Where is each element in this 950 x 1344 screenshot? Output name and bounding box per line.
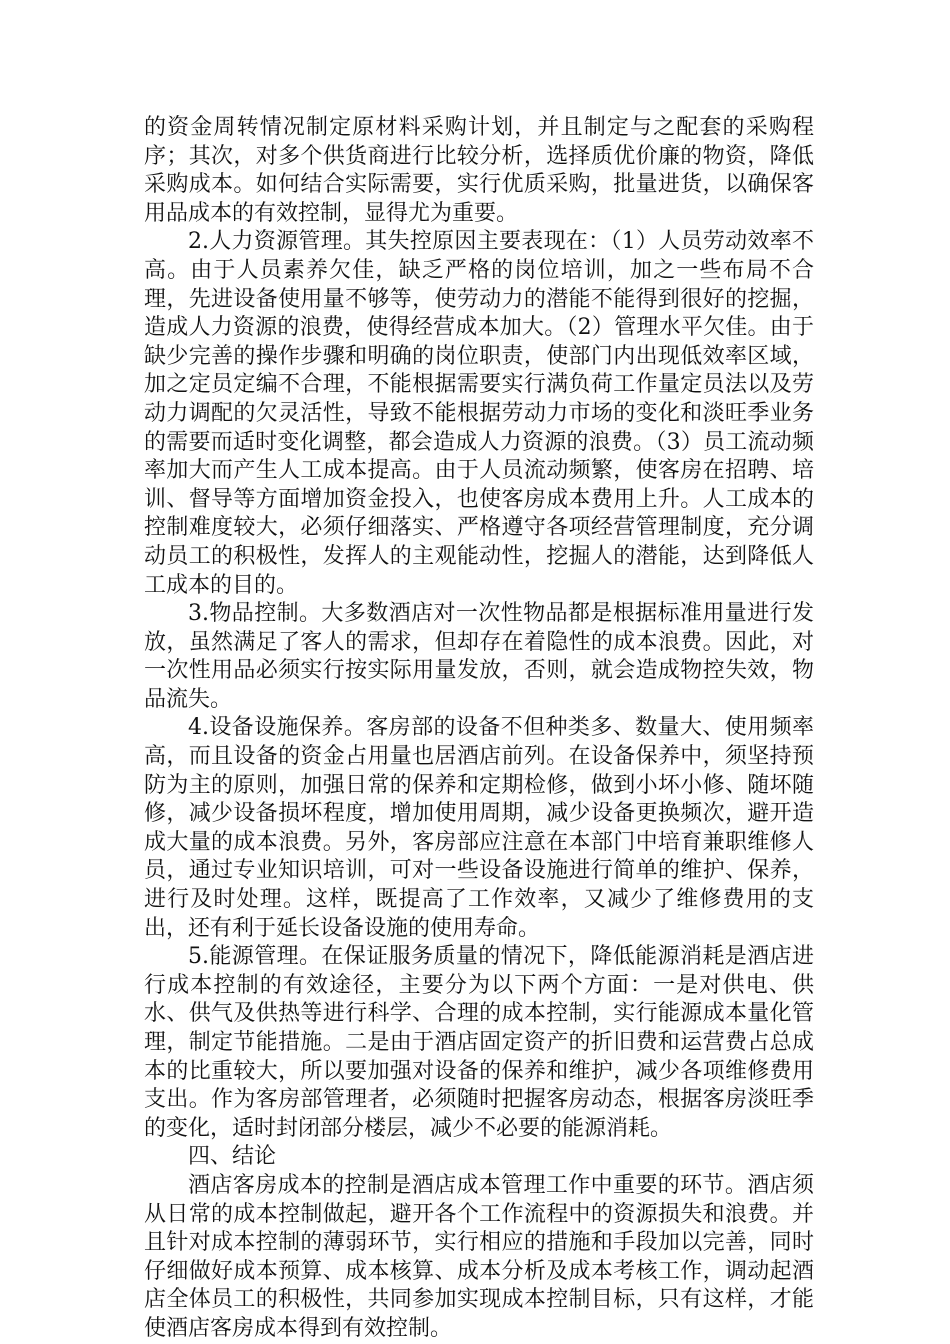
paragraph-human-resources: 2.人力资源管理。其失控原因主要表现在：（1）人员劳动效率不高。由于人员素养欠佳，缺乏严格的岗位培训，加之一些布局不合理，先进设备使用量不够等，使劳动力的潜能不能得到很好的挖掘，造成人力资源的浪费，使得经营成本加大。（2）管理水平欠佳。由于缺少完善的操作步骤和明确的岗位职责，使部门内出现低效率区域，加之定员定编不合理，不能根据需要实行满负荷工作量定员法以及劳动力调配的欠灵活性，导致不能根据劳动力市场的变化和淡旺季业务的需要而适时变化调整，都会造成人力资源的浪费。（3）员工流动频率加大而产生人工成本提高。由于人员流动频繁，使客房在招聘、培训、督导等方面增加资金投入，也使客房成本费用上升。人工成本的控制难度较大，必须仔细落实、严格遵守各项经营管理制度，充分调动员工的积极性，发挥人的主观能动性，挖掘人的潜能，达到降低人工成本的目的。	[144, 229, 814, 598]
paragraph-procurement-continued: 的资金周转情况制定原材料采购计划，并且制定与之配套的采购程序；其次，对多个供货商进行比较分析，选择质优价廉的物资，降低采购成本。如何结合实际需要，实行优质采购，批量进货，以确保客用品成本的有效控制，显得尤为重要。	[144, 115, 814, 226]
paragraph-goods-control: 3.物品控制。大多数酒店对一次性物品都是根据标准用量进行发放，虽然满足了客人的需求，但却存在着隐性的成本浪费。因此，对一次性用品必须实行按实际用量发放，否则，就会造成物控失效，物品流失。	[144, 601, 814, 712]
paragraph-conclusion: 酒店客房成本的控制是酒店成本管理工作中重要的环节。酒店须从日常的成本控制做起，避开各个工作流程中的资源损失和浪费。并且针对成本控制的薄弱环节，实行相应的措施和手段加以完善，同时仔细做好成本预算、成本核算、成本分析及成本考核工作，调动起酒店全体员工的积极性，共同参加实现成本控制目标，只有这样，才能使酒店客房成本得到有效控制。	[144, 1172, 814, 1341]
paragraph-energy-management: 5.能源管理。在保证服务质量的情况下，降低能源消耗是酒店进行成本控制的有效途径，主要分为以下两个方面：一是对供电、供水、供气及供热等进行科学、合理的成本控制，实行能源成本量化管理，制定节能措施。二是由于酒店固定资产的折旧费和运营费占总成本的比重较大，所以要加强对设备的保养和维护，减少各项维修费用支出。作为客房部管理者，必须随时把握客房动态，根据客房淡旺季的变化，适时封闭部分楼层，减少不必要的能源消耗。	[144, 944, 814, 1141]
section-heading-conclusion: 四、结论	[188, 1144, 277, 1170]
document-body	[144, 114, 814, 1344]
paragraph-equipment-maintenance: 4.设备设施保养。客房部的设备不但种类多、数量大、使用频率高，而且设备的资金占用量也居酒店前列。在设备保养中，须坚持预防为主的原则，加强日常的保养和定期检修，做到小坏小修、随坏随修，减少设备损坏程度，增加使用周期，减少设备更换频次，避开造成大量的成本浪费。另外，客房部应注意在本部门中培育兼职维修人员，通过专业知识培训，可对一些设备设施进行简单的维护、保养，进行及时处理。这样，既提高了工作效率，又减少了维修费用的支出，还有利于延长设备设施的使用寿命。	[144, 715, 814, 941]
